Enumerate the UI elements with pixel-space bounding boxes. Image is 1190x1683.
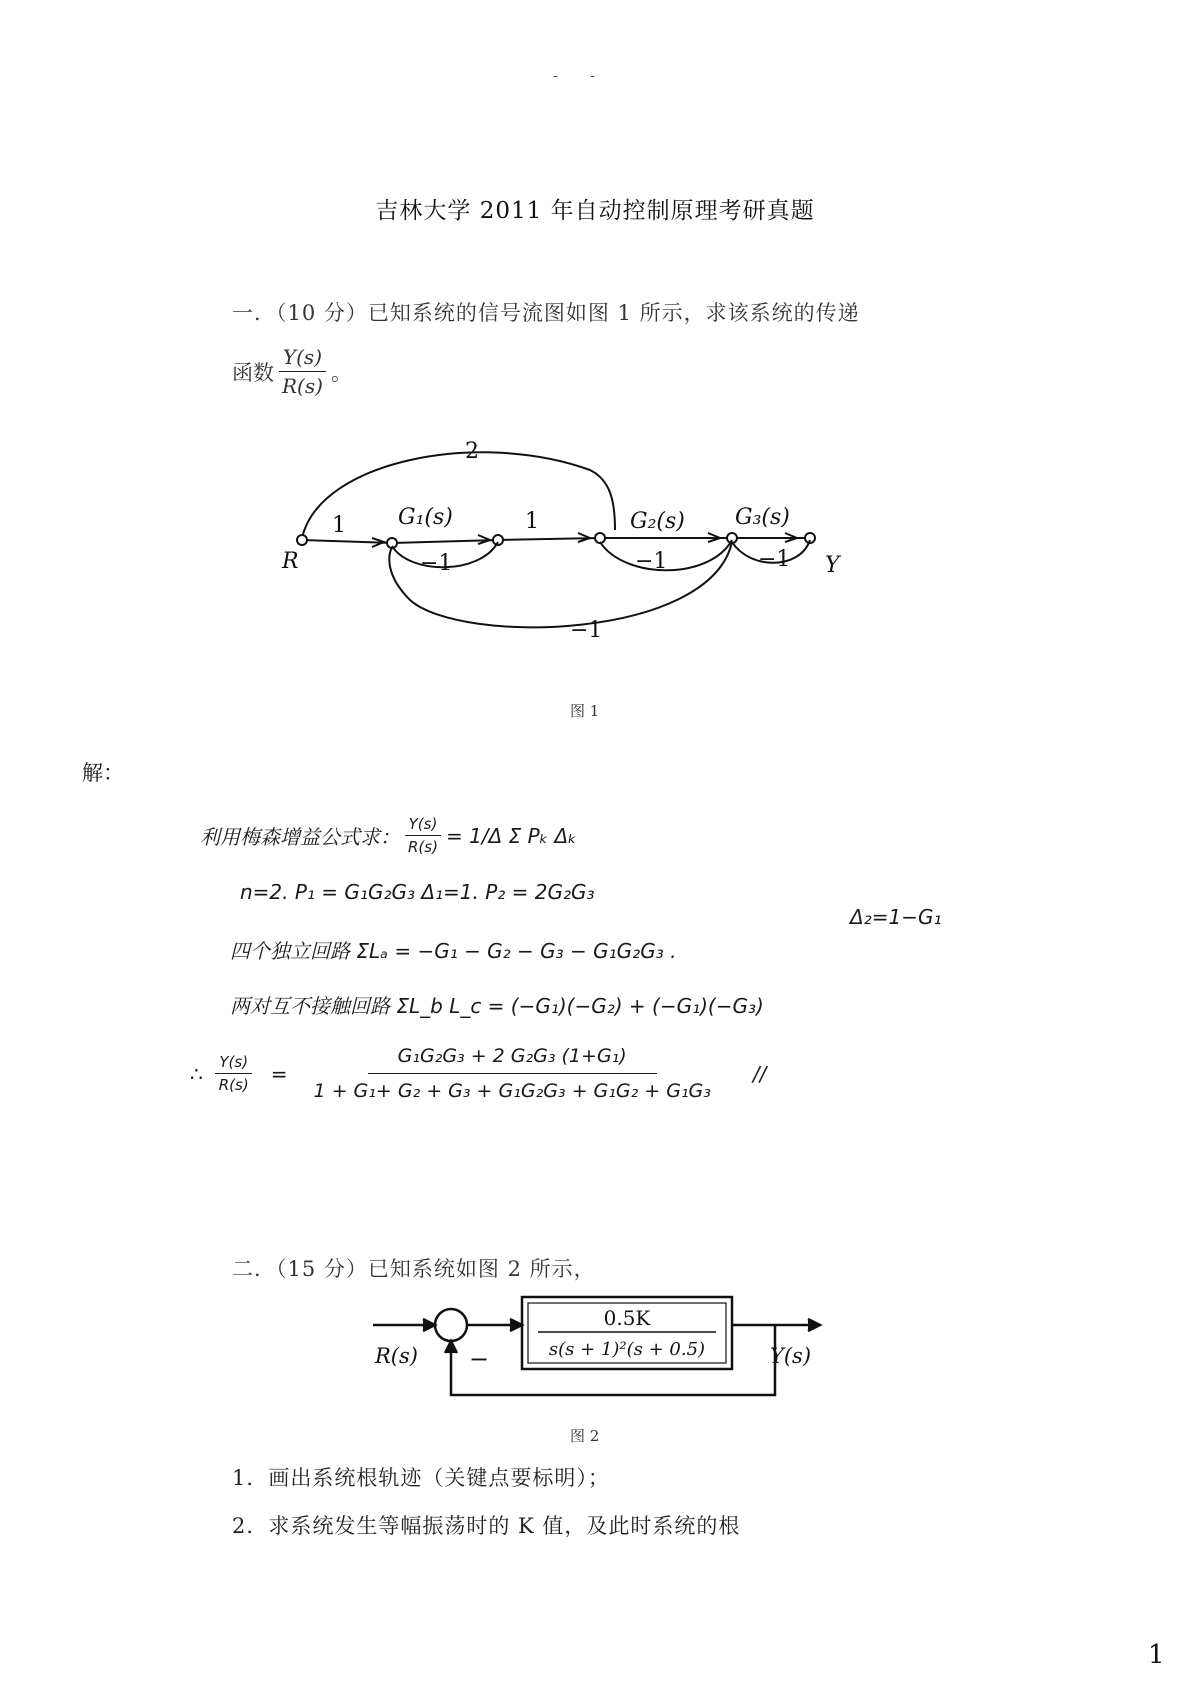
question-2-text: 二．（15 分）已知系统如图 2 所示，	[232, 1257, 596, 1281]
branch-gain-2	[302, 452, 615, 538]
input-label: R(s)	[375, 1344, 418, 1368]
solution-line-1	[200, 815, 577, 856]
fraction-numerator: Y(s)	[215, 1053, 252, 1074]
fraction-numerator: Y(s)	[279, 345, 326, 372]
question-1-func-prefix: 函数	[232, 360, 274, 385]
question-2-item-2: 2．求系统发生等幅振荡时的 K 值，及此时系统的根	[232, 1514, 741, 1538]
result-end-mark: //	[752, 1061, 767, 1086]
solution-line-1-rhs: = 1/Δ Σ Pₖ Δₖ	[445, 823, 577, 848]
transfer-function-fraction	[278, 345, 327, 398]
summing-junction	[435, 1309, 467, 1341]
arrow-head	[445, 1341, 457, 1353]
solution-line-1-text: 利用梅森增益公式求：	[200, 825, 400, 849]
therefore-symbol: ∴	[190, 1061, 203, 1086]
node-3	[595, 533, 605, 543]
fraction-denominator: R(s)	[282, 374, 323, 398]
solution-result	[190, 1045, 766, 1102]
solution-line-2: n=2. P₁ = G₁G₂G₃ Δ₁=1. P₂ = 2G₂G₃	[240, 880, 595, 904]
question-2-item-1: 1．画出系统根轨迹（关键点要标明）；	[232, 1466, 610, 1490]
solution-line-3: 四个独立回路 ΣLₐ = −G₁ − G₂ − G₃ − G₁G₂G₃ .	[230, 939, 677, 963]
feedback-1-label: −1	[420, 551, 453, 576]
question-1-text: 一．（10 分）已知系统的信号流图如图 1 所示，求该系统的传递	[232, 301, 860, 325]
fraction-denominator: R(s)	[218, 1076, 249, 1094]
figure-1-caption: 图 1	[570, 702, 600, 720]
result-rhs-fraction	[305, 1045, 718, 1102]
page-number: 1	[1148, 1640, 1165, 1670]
signal-flow-graph	[280, 430, 900, 665]
page-title: 吉林大学 2011 年自动控制原理考研真题	[375, 198, 815, 224]
gain-input-label: 1	[332, 513, 346, 538]
node-R	[297, 535, 307, 545]
node-R-label: R	[282, 549, 299, 574]
equals-sign: =	[270, 1061, 288, 1086]
solution-label: 解：	[82, 761, 124, 785]
feedback-minus-sign: −	[469, 1345, 490, 1373]
gain-2-label: 2	[465, 439, 479, 464]
feedback-2-label: −1	[635, 549, 668, 574]
tf-numerator: 0.5K	[603, 1306, 651, 1330]
gain-G2-label: G₂(s)	[630, 509, 685, 534]
arrow-head	[808, 1319, 820, 1331]
output-label: Y(s)	[770, 1344, 812, 1368]
fraction-denominator: R(s)	[408, 838, 438, 856]
question-1-func-suffix: 。	[330, 360, 352, 385]
question-1-function	[232, 345, 352, 398]
figure-2-caption: 图 2	[570, 1427, 600, 1445]
solution-line-4: 两对互不接触回路 ΣL_b L_c = (−G₁)(−G₂) + (−G₁)(−G₃)	[230, 994, 764, 1018]
feedback-3-label: −1	[758, 547, 791, 572]
solution-line-2-side: Δ₂=1−G₁	[850, 905, 942, 929]
fraction-numerator: Y(s)	[405, 815, 442, 836]
arrow-head	[423, 1319, 435, 1331]
node-Y-label: Y	[825, 553, 840, 578]
solution-line-1-fraction	[404, 815, 442, 856]
feedback-outer-label: −1	[570, 618, 603, 643]
result-numerator: G₁G₂G₃ + 2 G₂G₃ (1+G₁)	[368, 1045, 657, 1074]
block-diagram	[365, 1285, 835, 1405]
gain-G1-label: G₁(s)	[398, 505, 453, 530]
result-lhs-fraction	[215, 1053, 253, 1094]
gain-middle-label: 1	[525, 509, 539, 534]
result-denominator: 1 + G₁+ G₂ + G₃ + G₁G₂G₃ + G₁G₂ + G₁G₃	[313, 1080, 711, 1102]
header-marks: - -	[553, 68, 609, 84]
tf-denominator: s(s + 1)²(s + 0.5)	[548, 1339, 706, 1360]
gain-G3-label: G₃(s)	[735, 505, 790, 530]
arrow-head	[510, 1319, 522, 1331]
